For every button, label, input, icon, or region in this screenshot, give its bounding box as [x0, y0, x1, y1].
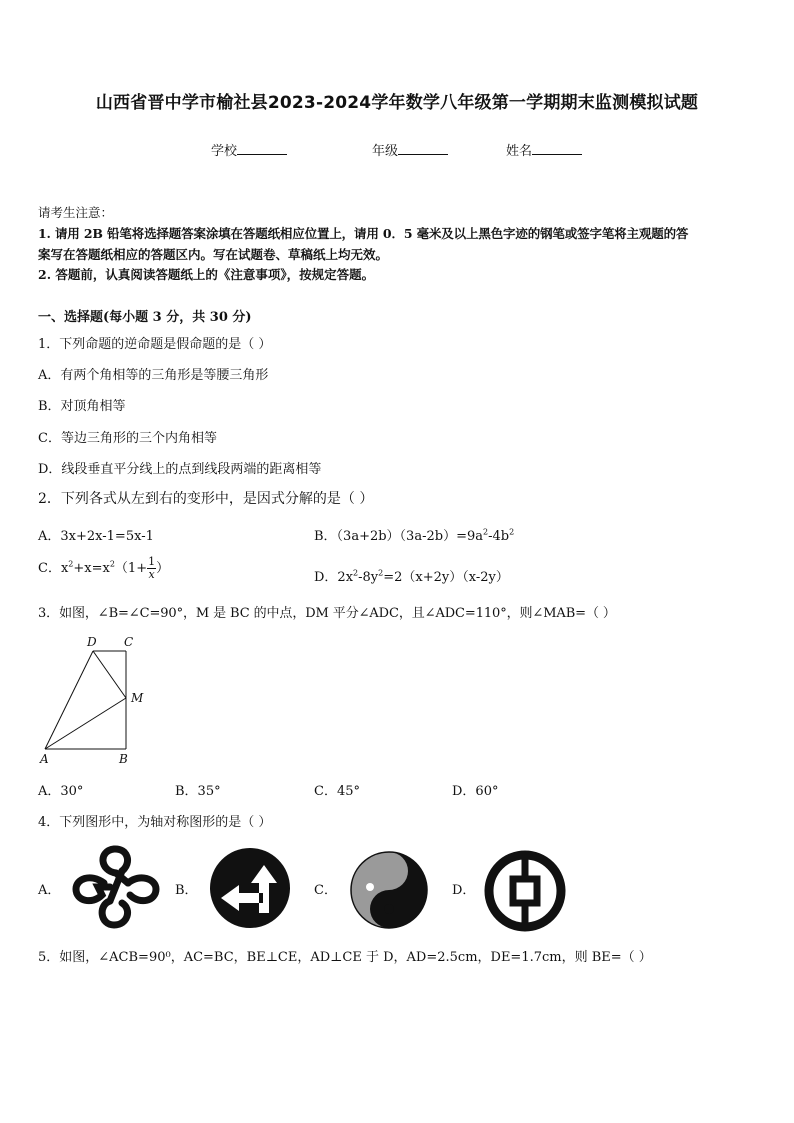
- q2-c-text-1: C．x: [38, 561, 69, 576]
- notice-line-1a: 1. 请用 2B 铅笔将选择题答案涂填在答题纸相应位置上，请用 0．5 毫米及以上黑色字迹的钢笔或签字笔将主观题的答: [38, 226, 689, 241]
- name-blank[interactable]: [532, 142, 582, 155]
- grade-field[interactable]: [372, 140, 448, 159]
- q4-option-c[interactable]: C．: [314, 883, 337, 898]
- q2-c-numerator: 1: [148, 555, 156, 568]
- grade-blank[interactable]: [398, 142, 448, 155]
- q1-option-a[interactable]: A．有两个角相等的三角形是等腰三角形: [38, 368, 269, 383]
- label-m: M: [131, 691, 144, 705]
- section-heading: 一、选择题(每小题 3 分，共 30 分): [38, 310, 252, 325]
- q4-option-a[interactable]: A．: [38, 883, 61, 898]
- q2-option-d[interactable]: [314, 566, 509, 585]
- q3-option-b[interactable]: B．35°: [175, 784, 221, 799]
- q4-stem: 4．下列图形中，为轴对称图形的是（ ）: [38, 815, 272, 830]
- q2-option-a[interactable]: A．3x+2x-1=5x-1: [38, 529, 154, 544]
- q2-d-text-3: =2（x+2y）（x-2y）: [383, 570, 509, 585]
- grade-label: 年级: [372, 144, 399, 159]
- segment-dm: [93, 651, 126, 698]
- notice-line-2: 2. 答题前，认真阅读答题纸上的《注意事项》，按规定答题。: [38, 267, 375, 282]
- q3-option-c[interactable]: C．45°: [314, 784, 360, 799]
- q2-c-fraction: [147, 556, 156, 581]
- q2-c-sup-1: 2: [68, 559, 74, 569]
- q2-c-paren-close: ）: [156, 561, 170, 576]
- q2-b-text-1: B．（3a+2b）（3a-2b）=9a: [314, 529, 483, 544]
- label-b: B: [119, 752, 128, 766]
- q2-b-sup-2: 2: [509, 527, 515, 537]
- notice-line-1b: 案写在答题纸相应的答题区内。写在试题卷、草稿纸上均无效。: [38, 247, 389, 262]
- page-title: 山西省晋中学市榆社县2023-2024学年数学八年级第一学期期末监测模拟试题: [95, 93, 699, 113]
- q2-d-sup-1: 2: [353, 568, 359, 578]
- q2-d-text-1: D．2x: [314, 570, 354, 585]
- label-d: D: [87, 635, 97, 649]
- school-label: 学校: [211, 144, 238, 159]
- label-a: A: [40, 752, 49, 766]
- q2-c-text-2: +x=x: [73, 561, 110, 576]
- q2-b-text-2: -4b: [488, 529, 510, 544]
- q4-option-b[interactable]: B．: [175, 883, 198, 898]
- q4-option-d[interactable]: D．: [452, 883, 476, 898]
- yin-yang-icon: [350, 851, 428, 929]
- q3-option-d[interactable]: D．60°: [452, 784, 499, 799]
- name-field[interactable]: [506, 140, 582, 159]
- q1-option-c[interactable]: C．等边三角形的三个内角相等: [38, 431, 217, 446]
- q1-option-d[interactable]: D．线段垂直平分线上的点到线段两端的距离相等: [38, 462, 322, 477]
- school-field[interactable]: [211, 140, 287, 159]
- turn-arrow-sign-icon: [209, 847, 291, 929]
- q2-option-b[interactable]: [314, 525, 514, 544]
- notice-heading: 请考生注意：: [38, 205, 114, 220]
- q2-stem: 2．下列各式从左到右的变形中，是因式分解的是（ ）: [38, 491, 374, 507]
- q2-option-c[interactable]: [38, 556, 169, 581]
- school-blank[interactable]: [237, 142, 287, 155]
- q3-figure: [30, 630, 160, 770]
- q5-stem: 5．如图，∠ACB=90⁰，AC=BC，BE⊥CE，AD⊥CE 于 D，AD=2.5cm，DE=1.7cm，则 BE=（ ）: [38, 950, 652, 965]
- q2-c-paren-open: （1+: [114, 561, 148, 576]
- q2-d-sup-2: 2: [378, 568, 384, 578]
- q3-stem: 3．如图，∠B=∠C=90°，M 是 BC 的中点，DM 平分∠ADC，且∠ADC=110°，则∠MAB=（ ）: [38, 606, 616, 621]
- q2-c-sup-2: 2: [109, 559, 115, 569]
- bank-logo-icon: [483, 849, 567, 933]
- q3-option-a[interactable]: A．30°: [38, 784, 84, 799]
- label-c: C: [124, 635, 134, 649]
- name-label: 姓名: [506, 144, 533, 159]
- q1-option-b[interactable]: B．对顶角相等: [38, 399, 126, 414]
- knot-logo-icon: [70, 843, 162, 931]
- q2-c-denominator: x: [148, 568, 155, 581]
- q1-stem: 1．下列命题的逆命题是假命题的是（ ）: [38, 337, 272, 352]
- q2-d-text-2: -8y: [358, 570, 379, 585]
- q2-b-sup-1: 2: [482, 527, 489, 537]
